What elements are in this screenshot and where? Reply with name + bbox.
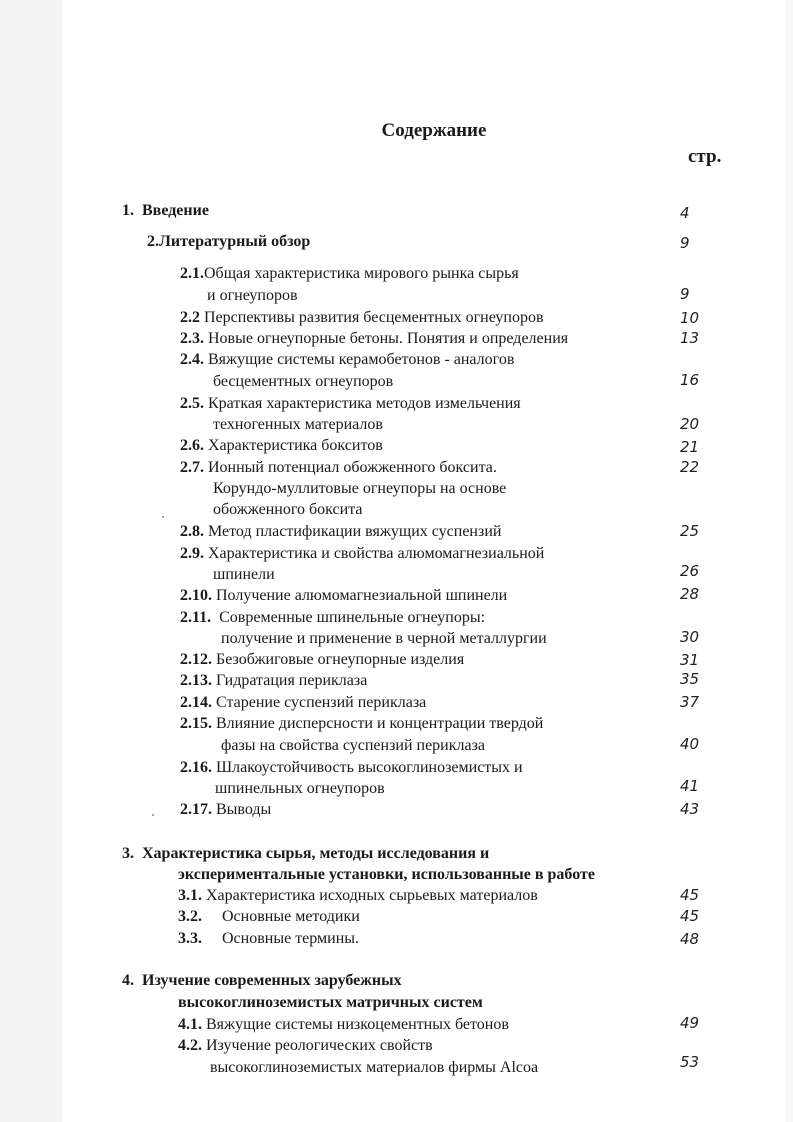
toc-entry-2-14 xyxy=(180,693,426,713)
toc-entry-4-2-cont: высокоглиноземистых материалов фирмы Alcoa xyxy=(210,1059,539,1076)
toc-entry-2 xyxy=(147,232,310,252)
toc-page: 40 xyxy=(680,735,700,753)
toc-entry-2-3 xyxy=(180,329,568,349)
toc-number: 2.12. xyxy=(180,651,212,668)
toc-page: 20 xyxy=(680,415,700,433)
toc-number: 2.3. xyxy=(180,330,204,347)
toc-number: 2.5. xyxy=(180,395,204,412)
toc-number: 2.14. xyxy=(180,694,212,711)
toc-number: 1. xyxy=(122,202,134,219)
toc-number: 2.11. xyxy=(180,609,212,626)
toc-page: 53 xyxy=(680,1053,700,1071)
toc-entry-2-7 xyxy=(180,458,497,478)
toc-entry-2-6 xyxy=(180,436,383,456)
toc-number: 2.6. xyxy=(180,437,204,454)
toc-entry-2-13 xyxy=(180,671,367,691)
toc-number: 4. xyxy=(122,972,134,989)
toc-text: Литературный обзор xyxy=(159,233,311,250)
toc-entry-2-5 xyxy=(180,394,521,414)
toc-text: Выводы xyxy=(216,801,272,818)
toc-entry-2-1 xyxy=(180,264,519,284)
toc-number: 2.10. xyxy=(180,587,212,604)
toc-text: Ионный потенциал обожженного боксита. xyxy=(208,459,497,476)
toc-entry-2-11-cont: получение и применение в черной металлургии xyxy=(221,630,547,647)
toc-page: 25 xyxy=(680,522,700,540)
toc-text: Гидратация периклаза xyxy=(216,672,368,689)
toc-page: 4 xyxy=(680,204,690,222)
toc-page: 10 xyxy=(680,309,700,327)
toc-text: Краткая характеристика методов измельчения xyxy=(208,395,521,412)
toc-text: Метод пластификации вяжущих суспензий xyxy=(208,523,502,540)
toc-page: 35 xyxy=(680,670,700,688)
toc-entry-2-2 xyxy=(180,308,544,328)
toc-entry-2-5-cont: техногенных материалов xyxy=(213,416,383,433)
toc-entry-2-16 xyxy=(180,758,523,778)
toc-page: 45 xyxy=(680,907,700,925)
toc-entry-2-15 xyxy=(180,714,543,734)
toc-entry-2-9-cont: шпинели xyxy=(213,566,275,583)
toc-page: 9 xyxy=(680,285,690,303)
toc-page: 28 xyxy=(680,585,700,603)
toc-number: 2.9. xyxy=(180,545,204,562)
toc-text: Характеристика бокситов xyxy=(208,437,383,454)
toc-number: 3.1. xyxy=(178,887,202,904)
toc-entry-3-3 xyxy=(178,929,359,949)
toc-entry-2-9 xyxy=(180,544,544,564)
toc-text: Шлакоустойчивость высокоглиноземистых и xyxy=(216,759,523,776)
toc-entry-4-cont: высокоглиноземистых матричных систем xyxy=(178,994,483,1011)
toc-page: 22 xyxy=(680,458,700,476)
toc-number: 3.3. xyxy=(178,930,202,947)
toc-entry-2-16-cont: шпинельных огнеупоров xyxy=(215,780,385,797)
toc-entry-4-2 xyxy=(178,1036,433,1056)
toc-page: 48 xyxy=(680,930,700,948)
toc-number: 2.7. xyxy=(180,459,204,476)
toc-entry-2-10 xyxy=(180,586,507,606)
toc-entry-1 xyxy=(122,201,209,221)
toc-number: 2.1. xyxy=(180,265,204,282)
toc-number: 3. xyxy=(122,845,134,862)
toc-entry-2-7-cont: обожженного боксита xyxy=(213,501,363,518)
page-column-header: стр. xyxy=(688,146,722,167)
toc-text: Перспективы развития бесцементных огнеупоров xyxy=(204,309,544,326)
toc-text: Вяжущие системы керамобетонов - аналогов xyxy=(208,351,515,368)
toc-page: 13 xyxy=(680,329,700,347)
toc-text: Характеристика сырья, методы исследования и xyxy=(142,845,490,862)
toc-entry-4-1 xyxy=(178,1015,509,1035)
toc-text: Введение xyxy=(142,202,209,219)
toc-page: 41 xyxy=(680,777,700,795)
toc-entry-2-8 xyxy=(180,522,501,542)
toc-page: 16 xyxy=(680,371,700,389)
toc-entry-2-15-cont: фазы на свойства суспензий периклаза xyxy=(221,737,486,754)
toc-number: 2.2 xyxy=(180,309,200,326)
toc-number: 4.2. xyxy=(178,1037,202,1054)
toc-number: 2.4. xyxy=(180,351,204,368)
toc-text: Вяжущие системы низкоцементных бетонов xyxy=(206,1016,509,1033)
toc-number: 2. xyxy=(147,233,159,250)
toc-text: Основные методики xyxy=(222,908,360,925)
toc-entry-3-1 xyxy=(178,886,538,906)
toc-text: Изучение реологических свойств xyxy=(206,1037,433,1054)
toc-page: 26 xyxy=(680,562,700,580)
toc-entry-3 xyxy=(122,844,489,864)
toc-entry-2-11 xyxy=(180,608,485,628)
toc-number: 2.8. xyxy=(180,523,204,540)
toc-entry-2-12 xyxy=(180,650,464,670)
toc-entry-2-4-cont: бесцементных огнеупоров xyxy=(213,373,394,390)
toc-page: 37 xyxy=(680,693,700,711)
toc-page: 9 xyxy=(680,234,690,252)
toc-text: Характеристика и свойства алюмомагнезиальной xyxy=(208,545,545,562)
toc-text: Получение алюмомагнезиальной шпинели xyxy=(216,587,508,604)
toc-text: Современные шпинельные огнеупоры: xyxy=(219,609,486,626)
toc-entry-4 xyxy=(122,971,402,991)
toc-page: 31 xyxy=(680,651,700,669)
toc-entry-2-17 xyxy=(180,800,271,820)
toc-text: Общая характеристика мирового рынка сырья xyxy=(204,265,519,282)
toc-number: 2.15. xyxy=(180,715,212,732)
toc-text: Новые огнеупорные бетоны. Понятия и определения xyxy=(208,330,569,347)
toc-number: 2.16. xyxy=(180,759,212,776)
scan-speck xyxy=(162,516,164,518)
toc-page: 30 xyxy=(680,628,700,646)
toc-number: 3.2. xyxy=(178,908,202,925)
toc-text: Старение суспензий периклаза xyxy=(216,694,427,711)
toc-page: 21 xyxy=(680,438,700,456)
toc-text: Основные термины. xyxy=(222,930,360,947)
toc-number: 4.1. xyxy=(178,1016,202,1033)
toc-page: 43 xyxy=(680,800,700,818)
toc-entry-2-7-cont: Корундо-муллитовые огнеупоры на основе xyxy=(213,480,507,497)
toc-entry-2-4 xyxy=(180,350,514,370)
toc-number: 2.17. xyxy=(180,801,212,818)
toc-page: 49 xyxy=(680,1014,700,1032)
toc-entry-2-1-cont: и огнеупоров xyxy=(207,287,298,304)
toc-page: 45 xyxy=(680,886,700,904)
toc-entry-3-cont: экспериментальные установки, использованные в работе xyxy=(178,866,595,883)
toc-text: Характеристика исходных сырьевых материалов xyxy=(206,887,538,904)
toc-entry-3-2 xyxy=(178,907,360,927)
scan-speck xyxy=(152,814,154,816)
toc-text: Влияние дисперсности и концентрации твердой xyxy=(216,715,544,732)
toc-text: Безобжиговые огнеупорные изделия xyxy=(216,651,465,668)
toc-text: Изучение современных зарубежных xyxy=(142,972,402,989)
toc-number: 2.13. xyxy=(180,672,212,689)
page-title: Содержание xyxy=(381,120,487,141)
